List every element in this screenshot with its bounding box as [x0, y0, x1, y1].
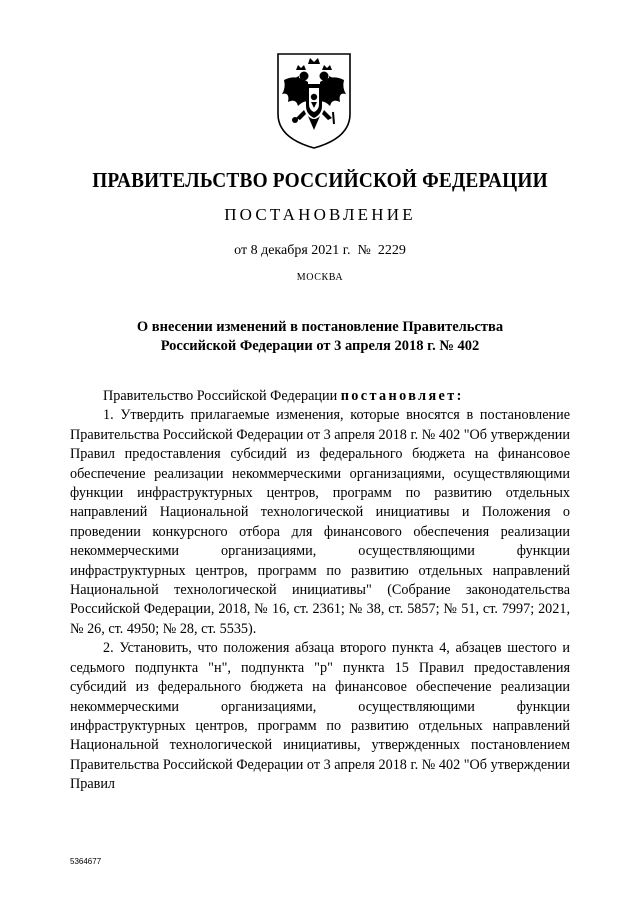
document-number: 2229 [377, 243, 406, 258]
government-title: ПРАВИТЕЛЬСТВО РОССИЙСКОЙ ФЕДЕРАЦИИ [92, 168, 548, 192]
intro-paragraph [70, 387, 570, 406]
subject-line-2: Российской Федерации от 3 апреля 2018 г. № 402 [160, 338, 480, 354]
paragraph-2: 2. Установить, что положения абзаца второго пункта 4, абзацев шестого и седьмого подпункта "н", подпункта "р" пункта 15 Правил предоставления субсидий из федерального бюджета на финансовое обеспечение реализации некоммерческими организациями, осуществляющими функции инфраструктурных центров, программ по развитию отдельных направлений Национальной технологической инициативы, утвержденных постановлением Правительства Российской Федерации от 3 апреля 2018 г. № 402 "Об утверждении Правил [70, 640, 570, 793]
document-subject [0, 318, 640, 356]
coat-of-arms-icon [274, 52, 354, 150]
number-sign: № [357, 243, 371, 258]
paragraph-1: 1. Утвердить прилагаемые изменения, которые вносятся в постановление Правительства Российской Федерации от 3 апреля 2018 г. № 402 "Об утверждении Правил предоставления субсидий из федерального бюджета на финансовое обеспечение реализации некоммерческими организациями, осуществляющими функции инфраструктурных центров, программ по развитию отдельных направлений Национальной технологической инициативы и Положения о проведении конкурсного отбора для финансового обеспечения реализации некоммерческими организациями, осуществляющими функции инфраструктурных центров, программ по развитию отдельных направлений Национальной технологической инициативы" (Собрание законодательства Российской Федерации, 2018, № 16, ст. 2361; № 38, ст. 5857; № 51, ст. 7997; 2021, № 26, ст. 4950; № 28, ст. 5535). [70, 407, 570, 637]
document-date: от 8 декабря 2021 г. [234, 243, 351, 258]
date-and-number [0, 243, 640, 259]
intro-prefix: Правительство Российской Федерации [103, 388, 338, 404]
decree-word: постановляет: [340, 388, 464, 404]
spacer [371, 243, 378, 258]
document-code: 5364677 [70, 857, 102, 866]
document-body [70, 387, 570, 795]
city: МОСКВА [296, 272, 344, 283]
document-type: ПОСТАНОВЛЕНИЕ [224, 205, 416, 224]
subject-line-1: О внесении изменений в постановление Правительства [136, 319, 504, 335]
